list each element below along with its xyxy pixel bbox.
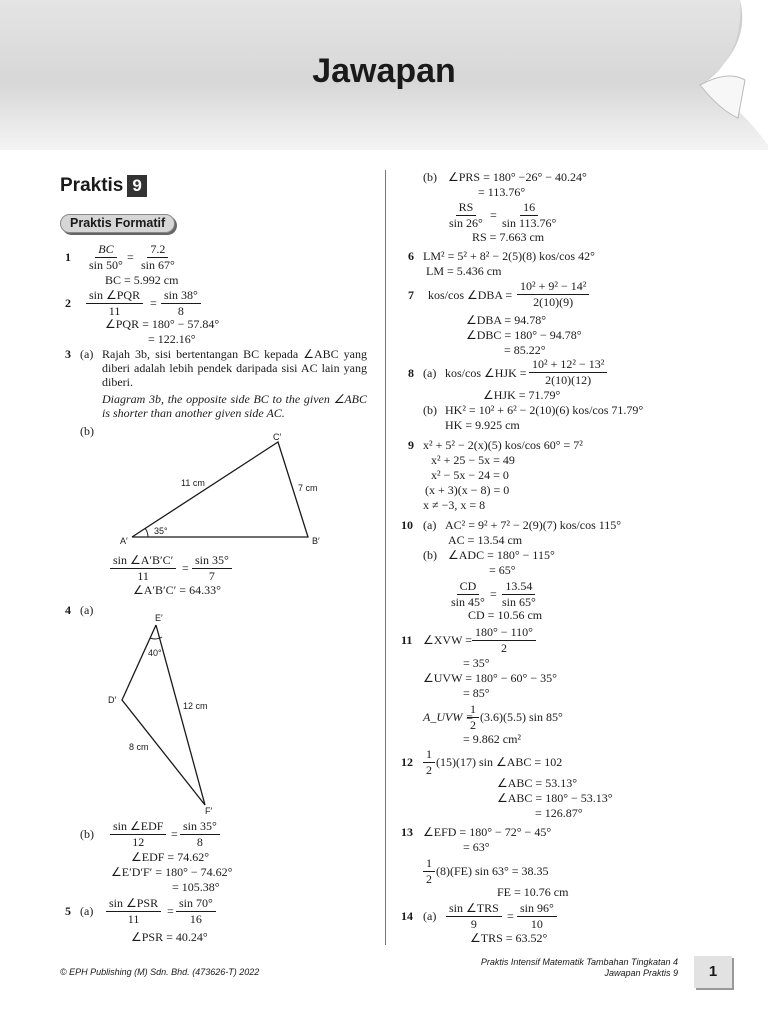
q4-line-4: = 105.38° (172, 880, 220, 894)
q4-equals: = (171, 827, 178, 841)
q1-fraction-1: $\frac{BC}{\sin 50^\circ}$ (89, 242, 123, 272)
q3-equals: = (182, 561, 189, 575)
q5-equals: = (167, 904, 174, 918)
q6-line-1: LM² = 5² + 8² − 2(5)(8) kos/cos 42° (423, 249, 595, 263)
q8-part-a: (a) (423, 366, 437, 380)
q9-number: 9 (408, 438, 414, 452)
q4-line-2: ∠EDF = 74.62° (131, 850, 209, 864)
q5b-part-b: (b) (423, 170, 437, 184)
q5-fraction-2: $\frac{\sin 70^\circ}{16}$ (176, 897, 216, 926)
q7-number: 7 (408, 288, 414, 302)
q14-equals: = (507, 909, 514, 923)
q12-line-1: (15)(17) sin ∠ABC = 102 (436, 755, 563, 769)
q2-line-3: = 122.16° (148, 332, 196, 346)
q5b-line-1: ∠PRS = 180° −26° − 40.24° (448, 170, 587, 184)
praktis-number-badge: 9 (127, 175, 146, 197)
q8-number: 8 (408, 366, 414, 380)
q12-line-2: ∠ABC = 53.13° (497, 776, 577, 790)
q3-label-11cm: 11 cm (181, 478, 205, 488)
q8-line-3: HK² = 10² + 6² − 2(10)(6) kos/cos 71.79° (445, 403, 644, 417)
q12-line-3: ∠ABC = 180° − 53.13° (497, 791, 613, 805)
praktis-formatif-label: Praktis Formatif (60, 214, 175, 233)
q2-line-2: ∠PQR = 180° − 57.84° (105, 317, 220, 331)
q4-number: 4 (65, 603, 71, 617)
q4-label-8cm: 8 cm (129, 742, 149, 752)
q14-part-a: (a) (423, 909, 437, 923)
footer-book-title: Praktis Intensif Matematik Tambahan Tingkatan 4 (480, 957, 678, 967)
q13-line-2: = 63° (463, 840, 490, 854)
q4-line-3: ∠E′D′F′ = 180° − 74.62° (111, 865, 233, 879)
q12-half-fraction: $\frac{1}{2}$ (423, 748, 435, 777)
q1-number: 1 (65, 250, 71, 264)
q7-prefix: kos/cos ∠DBA = (428, 288, 513, 302)
q4-fraction-1: sin ∠EDF 12 (110, 820, 166, 849)
q3-label-c: C′ (273, 432, 282, 442)
q10-line-4: = 65° (489, 563, 516, 577)
q13-half-fraction: $\frac{1}{2}$ (423, 857, 435, 886)
q8-line-4: HK = 9.925 cm (445, 418, 520, 432)
q5-fraction-1: sin ∠PSR 11 (106, 897, 161, 926)
q8-line-2: ∠HJK = 71.79° (483, 388, 561, 402)
q5b-fraction-1: $\frac{RS}{\sin 26^\circ}$ (449, 200, 483, 230)
q13-line-3: (8)(FE) sin 63° = 38.35 (436, 864, 549, 878)
q3-label-7cm: 7 cm (298, 483, 318, 493)
q11-line-3: ∠UVW = 180° − 60° − 35° (423, 671, 557, 685)
q9-line-3: x² − 5x − 24 = 0 (431, 468, 509, 482)
q13-number: 13 (401, 825, 413, 839)
q14-fraction-2: $\frac{\sin 96^\circ}{10}$ (517, 902, 557, 931)
q5b-equals: = (490, 208, 497, 222)
praktis-label: Praktis (60, 175, 124, 196)
q8-prefix: kos/cos ∠HJK = (445, 366, 527, 380)
q9-line-2: x² + 25 − 5x = 49 (431, 453, 515, 467)
q1-equals: = (127, 250, 134, 264)
q1-result: BC = 5.992 cm (105, 273, 179, 287)
q12-number: 12 (401, 755, 413, 769)
q10-line-3: ∠ADC = 180° − 115° (448, 548, 555, 562)
q3-result: ∠A′B′C′ = 64.33° (133, 583, 221, 597)
q2-number: 2 (65, 296, 71, 310)
q4-label-12cm: 12 cm (183, 701, 208, 711)
q13-line-1: ∠EFD = 180° − 72° − 45° (423, 825, 552, 839)
q10-line-1: AC² = 9² + 7² − 2(9)(7) kos/cos 115° (445, 518, 622, 532)
q7-line-2: ∠DBA = 94.78° (466, 313, 546, 327)
q2-equals: = (150, 296, 157, 310)
q3-label-a: A′ (120, 536, 128, 546)
q2-fraction-2: $\frac{\sin 38^\circ}{8}$ (161, 289, 201, 318)
q4-part-b: (b) (80, 827, 94, 841)
q4-part-a: (a) (80, 603, 94, 617)
q8-part-b: (b) (423, 403, 437, 417)
q4-triangle-diagram (100, 610, 240, 820)
q11-area-label: A_UVW = (423, 710, 474, 724)
q10-number: 10 (401, 518, 413, 532)
q3-explanation-english: Diagram 3b, the opposite side BC to the given ∠ABC is shorter than another given side AC. (102, 392, 367, 420)
q10-part-b: (b) (423, 548, 437, 562)
q5b-line-2: = 113.76° (478, 185, 526, 199)
footer-section: Jawapan Praktis 9 (604, 968, 678, 978)
q5b-fraction-2: $\frac{16}{\sin 113.76^\circ}$ (502, 200, 557, 230)
page-title: Jawapan (312, 52, 456, 90)
q4-label-e: E′ (155, 613, 163, 623)
q14-result: ∠TRS = 63.52° (470, 931, 548, 945)
q3-label-b: B′ (312, 536, 320, 546)
q4-fraction-2: $\frac{\sin 35^\circ}{8}$ (180, 820, 220, 849)
q7-line-4: = 85.22° (504, 343, 546, 357)
q3-label-angle: 35° (154, 526, 168, 536)
q10-fraction-2: $\frac{13.54}{\sin 65^\circ}$ (502, 579, 536, 609)
footer-copyright: © EPH Publishing (M) Sdn. Bhd. (473626-T) 2022 (60, 967, 260, 977)
q11-line-6: = 9.862 cm² (463, 732, 522, 746)
q5-number: 5 (65, 904, 71, 918)
q2-fraction-1: sin ∠PQR 11 (86, 289, 143, 318)
q3-number: 3 (65, 347, 71, 361)
q6-number: 6 (408, 249, 414, 263)
q5-part-a: (a) (80, 904, 94, 918)
q3-fraction-2: $\frac{\sin 35^\circ}{7}$ (192, 554, 232, 583)
q10-line-2: AC = 13.54 cm (448, 533, 523, 547)
q1-fraction-2: $\frac{7.2}{\sin 67^\circ}$ (141, 242, 175, 272)
q3-part-a: (a) (80, 347, 94, 361)
q11-line-2: = 35° (463, 656, 490, 670)
q11-number: 11 (401, 633, 413, 647)
q11-line-4: = 85° (463, 686, 490, 700)
q4-label-40: 40° (148, 648, 162, 658)
q13-line-4: FE = 10.76 cm (497, 885, 569, 899)
q3-explanation-malay: Rajah 3b, sisi bertentangan BC kepada ∠ABC yang diberi adalah lebih pendek daripada sisi AC lain yang diberi. (102, 347, 367, 389)
q10-fraction-1: $\frac{CD}{\sin 45^\circ}$ (451, 579, 485, 609)
q10-part-a: (a) (423, 518, 437, 532)
q11-prefix: ∠XVW = (423, 633, 472, 647)
q6-line-2: LM = 5.436 cm (426, 264, 502, 278)
q8-fraction: $\frac{\text{10² + 12² − 13²}}{2(10)(12)}$ (529, 358, 607, 387)
q3-part-b: (b) (80, 424, 94, 438)
q9-line-5: x ≠ −3, x = 8 (423, 498, 486, 512)
q10-equals: = (490, 587, 497, 601)
column-divider (385, 170, 386, 945)
praktis-heading (60, 175, 147, 197)
q4-label-f: F′ (205, 806, 213, 816)
q12-line-4: = 126.87° (535, 806, 583, 820)
q9-line-4: (x + 3)(x − 8) = 0 (425, 483, 510, 497)
page-number: 1 (694, 956, 732, 988)
q7-line-3: ∠DBC = 180° − 94.78° (466, 328, 582, 342)
q3-fraction-1: $\frac{\sin \angle A'B'C'}{11}$ (110, 554, 176, 583)
q11-area-rest: (3.6)(5.5) sin 85° (480, 710, 563, 724)
q14-number: 14 (401, 909, 413, 923)
q11-half-fraction: $\frac{1}{2}$ (467, 703, 479, 732)
q3-triangle-diagram (110, 430, 340, 550)
q4-label-d: D′ (108, 695, 117, 705)
q11-fraction: $\frac{180^\circ - 110^\circ}{2}$ (472, 626, 536, 655)
q9-line-1: x² + 5² − 2(x)(5) kos/cos 60° = 7² (423, 438, 583, 452)
q5b-result: RS = 7.663 cm (472, 230, 545, 244)
q10-result: CD = 10.56 cm (468, 608, 543, 622)
q5-result: ∠PSR = 40.24° (131, 930, 208, 944)
q14-fraction-1: sin ∠TRS 9 (446, 902, 502, 931)
q7-fraction: $\frac{\text{10² + 9² − 14²}}{2(10)(9)}$ (517, 280, 589, 309)
